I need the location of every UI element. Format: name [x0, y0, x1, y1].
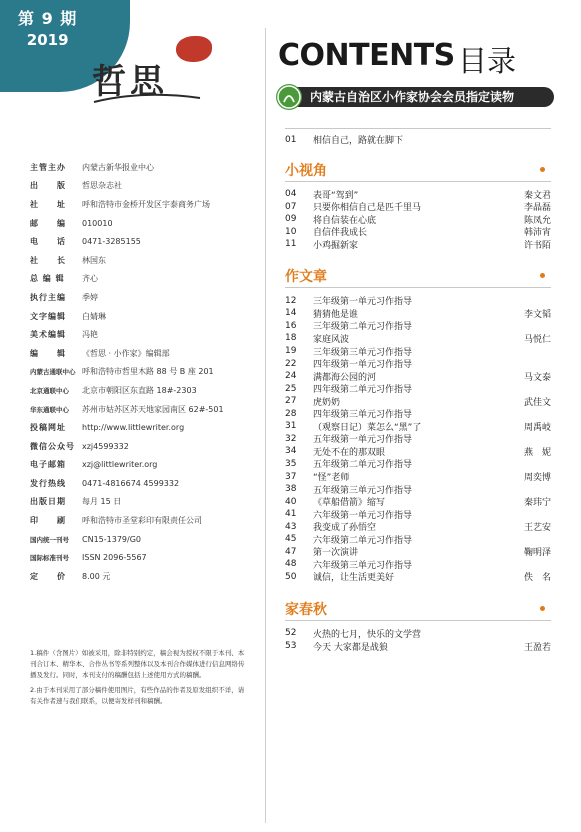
toc-entry-title: 六年级第一单元习作指导: [313, 510, 413, 521]
toc-entry: [285, 319, 551, 332]
toc-entry-title: 三年级第二单元习作指导: [313, 322, 413, 333]
banner-text: 内蒙古自治区小作家协会会员指定读物: [294, 87, 554, 107]
info-value: 呼和浩特市哲里木路 88 号 B 座 201: [82, 367, 214, 377]
toc-entry-title: 满都海公园的河: [313, 372, 377, 383]
column-divider: [265, 28, 266, 823]
toc-entry-author: 许书陌: [523, 240, 551, 251]
section-dot-icon: [540, 606, 545, 611]
contents-title-cn: 目录: [458, 44, 517, 78]
toc-entry-author: 马文泰: [523, 372, 551, 383]
toc-page-number: 38: [285, 484, 297, 495]
section-header: [285, 266, 551, 286]
info-label: 社 长: [30, 255, 66, 265]
toc-page-number: 11: [285, 239, 297, 250]
info-row: [30, 381, 260, 400]
info-value: 呼和浩特市圣堂彩印有限责任公司: [82, 516, 202, 526]
info-row: [30, 195, 260, 214]
info-row: [30, 567, 260, 586]
issue-number: 第 9 期: [18, 9, 78, 28]
toc-entry: [285, 470, 551, 483]
toc-entry-title: 四年级第二单元习作指导: [313, 385, 413, 396]
info-label: 出版日期: [30, 497, 66, 507]
toc-entry-author: 秦玮宁: [523, 498, 551, 509]
info-label: 执行主编: [30, 292, 66, 302]
info-label: 总 编 辑: [30, 274, 65, 284]
toc-entry-title: 表哥“驾到”: [313, 190, 359, 201]
publication-info: [30, 158, 260, 586]
toc-entry: [285, 508, 551, 521]
toc-top-rule: [285, 128, 551, 129]
toc-entry-author: 周奕博: [523, 473, 551, 483]
toc-page-number: 19: [285, 346, 297, 356]
toc-entry: [285, 520, 551, 533]
info-value: 8.00 元: [82, 571, 111, 581]
toc-entry-title: 相信自己，路就在脚下: [313, 136, 404, 146]
info-label: 电 话: [30, 237, 66, 247]
info-label: 北京通联中心: [30, 386, 69, 395]
toc-entry-title: “怪”老师: [313, 473, 350, 483]
toc-page-number: 12: [285, 295, 297, 306]
toc-page-number: 04: [285, 189, 297, 200]
info-value: xzj4599332: [82, 441, 129, 451]
reader-banner: [276, 84, 554, 110]
toc-entry: [285, 445, 551, 458]
info-label: 社 址: [30, 199, 66, 209]
section-rule: [285, 620, 551, 621]
info-value: 冯艳: [82, 330, 98, 340]
toc-entry-title: 六年级第三单元习作指导: [313, 560, 413, 571]
toc-page-number: 48: [285, 559, 297, 570]
toc-entry: [285, 332, 551, 345]
toc-entry: [285, 640, 551, 653]
info-label: 印 刷: [30, 516, 66, 526]
info-value: 白婧琳: [82, 311, 106, 321]
toc-entry-author: 燕 妮: [523, 447, 551, 458]
toc-entry-title: 自信伴我成长: [313, 228, 368, 239]
toc-entry: [285, 495, 551, 508]
toc-entry-author: 周禹岐: [523, 422, 551, 433]
info-row: [30, 437, 260, 456]
info-value: 季婷: [82, 292, 98, 302]
toc-entry-title: 五年级第二单元习作指导: [313, 460, 413, 471]
toc-entry: [285, 533, 551, 546]
logo-seal-icon: [176, 36, 212, 62]
toc-entry-title: 小鸡掘新家: [313, 240, 359, 251]
toc-page-number: 41: [285, 509, 297, 520]
toc-entry: [285, 483, 551, 496]
toc-page-number: 10: [285, 226, 297, 237]
toc-entry-title: 猜猜他是谁: [313, 309, 359, 320]
toc-entry: [285, 558, 551, 571]
info-label: 投稿网址: [30, 423, 66, 433]
toc-entry: [285, 213, 551, 226]
toc-page-number: 07: [285, 201, 297, 212]
info-row: [30, 400, 260, 419]
info-label: 文字编辑: [30, 311, 66, 321]
info-value: 齐心: [82, 274, 98, 284]
toc-page-number: 34: [285, 446, 297, 457]
toc-entry-author: 王艺安: [523, 523, 551, 534]
info-label: 编 辑: [30, 348, 66, 358]
info-value: 呼和浩特市金桥开发区宇泰商务广场: [82, 199, 210, 209]
toc-entry-author: 李文韬: [523, 309, 551, 320]
copyright-notes: [30, 648, 246, 711]
toc-entry: [285, 345, 551, 358]
toc-page-number: 16: [285, 320, 297, 331]
toc-entry-author: 秦文君: [523, 190, 551, 201]
toc-entry: [285, 407, 551, 420]
section-rule: [285, 181, 551, 182]
info-row: [30, 307, 260, 326]
toc-entry-author: 鞠明泽: [523, 548, 551, 559]
toc-entry: [285, 225, 551, 238]
toc-page-number: 28: [285, 408, 297, 419]
section-title: 作文章: [285, 269, 327, 286]
info-row: [30, 474, 260, 493]
info-label: 定 价: [30, 571, 66, 581]
info-row: [30, 511, 260, 530]
info-value: 《哲思 · 小作家》编辑部: [82, 348, 170, 358]
toc-entry-title: 三年级第一单元习作指导: [313, 297, 413, 308]
toc-page-number: 47: [285, 546, 297, 557]
toc-page-number: 50: [285, 571, 297, 582]
association-logo-icon: [276, 84, 302, 110]
section-title: 小视角: [285, 162, 327, 179]
info-value: http://www.littlewriter.org: [82, 423, 185, 433]
toc-entry: [285, 382, 551, 395]
note-paragraph: 2.由于本刊采用了部分稿件使用图片，有些作品的作者及原发组织不详，请有关作者速与我们联系，以便寄发样刊和稿酬。: [30, 686, 245, 705]
toc-entry: [285, 432, 551, 445]
toc-page-number: 32: [285, 433, 297, 444]
toc-entry-title: 今天 大家都是战狼: [313, 642, 388, 653]
toc-entry-title: 虎奶奶: [313, 397, 341, 408]
info-label: 邮 编: [30, 218, 66, 228]
info-row: [30, 548, 260, 567]
info-row: [30, 177, 260, 196]
toc-entry-title: 四年级第一单元习作指导: [313, 360, 413, 371]
toc-entry-title: 火热的七月，快乐的文学营: [313, 629, 422, 640]
issue-year: 2019: [26, 31, 69, 49]
toc-entry-title: 家庭风波: [313, 334, 350, 345]
info-value: 0471-4816674 4599332: [82, 478, 180, 488]
toc-entry-title: 四年级第三单元习作指导: [313, 410, 413, 421]
section-dot-icon: [540, 167, 545, 172]
issue-label: [18, 6, 77, 49]
section-header: [285, 160, 551, 180]
toc-page-number: 14: [285, 308, 297, 319]
info-value: 哲思杂志社: [82, 181, 122, 191]
info-label: 出 版: [30, 181, 66, 191]
toc-page-number: 35: [285, 458, 297, 469]
toc-page-number: 31: [285, 421, 297, 432]
magazine-logo: [92, 36, 222, 106]
toc-page-number: 45: [285, 534, 297, 545]
toc-entry: [285, 570, 551, 583]
toc-entry-author: 王盈若: [523, 642, 551, 653]
info-row: [30, 363, 260, 382]
info-label: 主管主办: [30, 162, 66, 172]
contents-header: [278, 38, 548, 78]
toc-entry: [285, 420, 551, 433]
info-row: [30, 493, 260, 512]
toc-entry: [285, 294, 551, 307]
logo-swoosh-icon: [92, 92, 202, 106]
info-label: 内蒙古通联中心: [30, 368, 76, 377]
toc-entry: [285, 370, 551, 383]
toc-entry-title: 六年级第二单元习作指导: [313, 535, 413, 546]
toc-entry-title: 我变成了孙悟空: [313, 523, 377, 534]
info-row: [30, 158, 260, 177]
toc-entry-title: 第一次演讲: [313, 548, 359, 559]
toc-entry: [285, 307, 551, 320]
toc-entry-title: 无处不在的那双眼: [313, 447, 386, 458]
toc-page-number: 09: [285, 214, 297, 225]
toc-entry-title: 五年级第一单元习作指导: [313, 435, 413, 446]
info-label: 国际标准刊号: [30, 554, 69, 563]
toc-entry-author: 武佳文: [523, 397, 551, 408]
contents-title-en: CONTENTS: [278, 38, 455, 73]
info-value: 北京市朝阳区东直路 18#-2303: [82, 385, 197, 395]
info-row: [30, 456, 260, 475]
toc-page-number: 25: [285, 383, 297, 394]
toc-page-number: 53: [285, 641, 297, 651]
toc-page-number: 18: [285, 333, 297, 344]
info-row: [30, 288, 260, 307]
toc-entry: [285, 457, 551, 470]
toc-entry-title: 《草船借箭》缩写: [313, 498, 386, 509]
toc-entry-author: 佚 名: [523, 573, 551, 584]
toc-page-number: 01: [285, 134, 297, 145]
toc-entry-title: 三年级第三单元习作指导: [313, 347, 413, 358]
info-value: 0471-3285155: [82, 237, 141, 247]
info-label: 国内统一刊号: [30, 535, 69, 544]
toc-page-number: 37: [285, 471, 297, 482]
toc-page-number: 24: [285, 371, 297, 382]
info-value: 内蒙古新华报业中心: [82, 162, 154, 172]
info-value: 010010: [82, 218, 113, 228]
section-dot-icon: [540, 273, 545, 278]
toc-page-number: 27: [285, 396, 297, 407]
info-row: [30, 232, 260, 251]
info-value: ISSN 2096-5567: [82, 553, 147, 563]
info-row: [30, 344, 260, 363]
toc-entry: [285, 200, 551, 213]
toc-page-number: 40: [285, 496, 297, 507]
info-value: CN15-1379/G0: [82, 534, 141, 544]
toc-entry: [285, 238, 551, 251]
info-row: [30, 530, 260, 549]
toc-entry: [285, 357, 551, 370]
info-row: [30, 251, 260, 270]
toc-entry-author: 韩沛宵: [523, 228, 551, 239]
toc-entry: [285, 627, 551, 640]
logo-text: 哲思: [92, 62, 168, 102]
toc-entry: [285, 395, 551, 408]
section-header: [285, 599, 551, 619]
toc-entry-title: 只要你相信自己是匹千里马: [313, 203, 422, 214]
info-row: [30, 325, 260, 344]
toc-entry: [285, 133, 551, 146]
info-label: 微信公众号: [30, 441, 75, 451]
toc-page-number: 43: [285, 521, 297, 532]
note-paragraph: 1.稿件（含图片）如被采用，除非特别约定，稿会视为授权不限于本刊、本刊合订本、精华本、合作丛书等系列整体以及本刊合作媒体进行信息网络传播及发行。同时，本刊支付的稿酬包括上述使用方式的稿酬。: [30, 649, 245, 679]
toc-entry-author: 马悦仁: [523, 334, 551, 345]
toc-entry: [285, 545, 551, 558]
toc-page-number: 52: [285, 628, 297, 639]
info-row: [30, 418, 260, 437]
toc-entry-title: 五年级第三单元习作指导: [313, 485, 413, 496]
toc-entry-title: 诚信，让生活更美好: [313, 573, 395, 584]
section-rule: [285, 287, 551, 288]
toc-entry-author: 李晶磊: [523, 203, 551, 214]
toc-page-number: 22: [285, 358, 297, 369]
info-row: [30, 270, 260, 289]
info-label: 发行热线: [30, 478, 66, 488]
toc-entry-author: 陈凤允: [523, 215, 551, 226]
toc-entry: [285, 188, 551, 201]
info-value: 每月 15 日: [82, 497, 122, 507]
info-row: [30, 214, 260, 233]
info-label: 华东通联中心: [30, 405, 69, 414]
toc-entry-title: （观察日记）菜怎么“黑”了: [313, 422, 422, 433]
info-label: 美术编辑: [30, 330, 66, 340]
info-value: 苏州市姑苏区苏天地家园南区 62#-501: [82, 404, 224, 414]
section-title: 家春秋: [285, 601, 327, 618]
info-value: xzj@littlewriter.org: [82, 460, 158, 470]
info-value: 林国东: [82, 255, 106, 265]
toc-entry-title: 将自信装在心底: [313, 215, 377, 226]
info-label: 电子邮箱: [30, 460, 66, 470]
